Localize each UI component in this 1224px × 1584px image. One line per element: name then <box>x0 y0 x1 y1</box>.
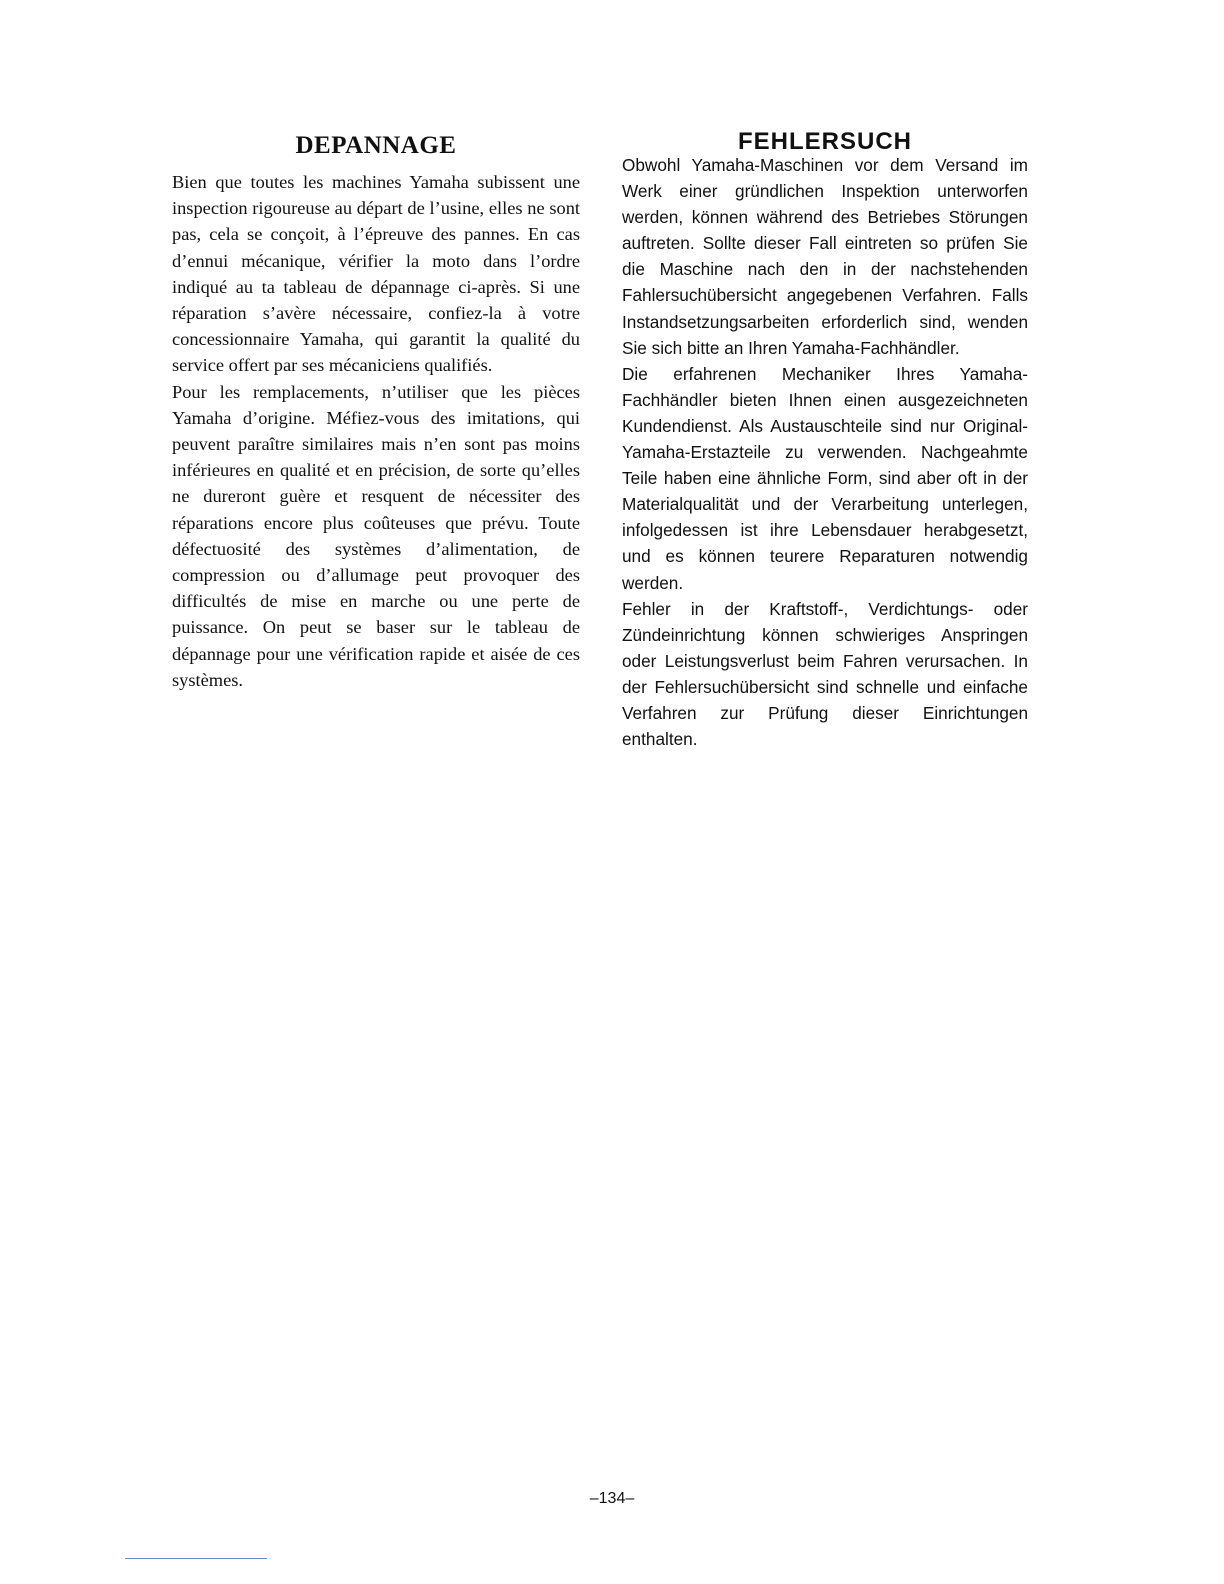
footnote-rule <box>125 1558 267 1559</box>
french-column <box>172 126 580 693</box>
german-body <box>622 152 1028 752</box>
german-paragraph-1: Obwohl Yamaha-Maschinen vor dem Versand im Werk einer gründlichen Inspektion unterworfen werden, können während des Betriebes Störungen auftreten. Sollte dieser Fall eintreten so prüfen Sie die Maschine nach den in der nachstehenden Fahlersuchübersicht angegebenen Verfahren. Falls Instandsetzungsarbeiten erforderlich sind, wenden Sie sich bitte an Ihren Yamaha-Fachhändler. <box>622 155 1028 358</box>
page-number: –134– <box>589 1490 635 1507</box>
german-paragraph-2: Die erfahrenen Mechaniker Ihres Yamaha-Fachhändler bieten Ihnen einen ausgezeichneten Kundendienst. Als Austauschteile sind nur Original-Yamaha-Erstazteile zu verwenden. Nachgeahmte Teile haben eine ähnliche Form, sind aber oft in der Materialqualität und der Verarbeitung unterlegen, infolgedessen ist ihre Lebensdauer herabgesetzt, und es können teurere Reparaturen notwendig werden. <box>622 363 1028 593</box>
german-column <box>622 126 1028 752</box>
french-body <box>172 169 580 693</box>
german-paragraph-3: Fehler in der Kraftstoff-, Verdichtungs- oder Zündeinrichtung können schwieriges Anspringen oder Leistungsverlust beim Fahren verursachen. In der Fehlersuchübersicht sind schnelle und einfache Verfahren zur Prüfung dieser Einrichtungen enthalten. <box>622 598 1028 750</box>
french-title: DEPANNAGE <box>295 132 457 159</box>
german-title: FEHLERSUCH <box>737 128 912 155</box>
french-paragraph-2: Pour les remplacements, n’utiliser que les pièces Yamaha d’origine. Méfiez-vous des imitations, qui peuvent paraître similaires mais n’en sont pas moins inférieures en qualité et en précision, de sorte qu’elles ne dureront guère et resquent de nécessiter des réparations encore plus coûteuses que prévu. Toute défectuosité des systèmes d’alimentation, de compression ou d’allumage peut provoquer des difficultés de mise en marche ou une perte de puissance. On peut se baser sur le tableau de dépannage pour une vérification rapide et aisée de ces systèmes. <box>172 381 580 690</box>
french-paragraph-1: Bien que toutes les machines Yamaha subissent une inspection rigoureuse au départ de l’usine, elles ne sont pas, cela se conçoit, à l’épreuve des pannes. En cas d’ennui mécanique, vérifier la moto dans l’ordre indiqué au ta tableau de dépannage ci-après. Si une réparation s’avère nécessaire, confiez-la à votre concessionnaire Yamaha, qui garantit la qualité du service offert par ses mécaniciens qualifiés. <box>172 172 580 376</box>
